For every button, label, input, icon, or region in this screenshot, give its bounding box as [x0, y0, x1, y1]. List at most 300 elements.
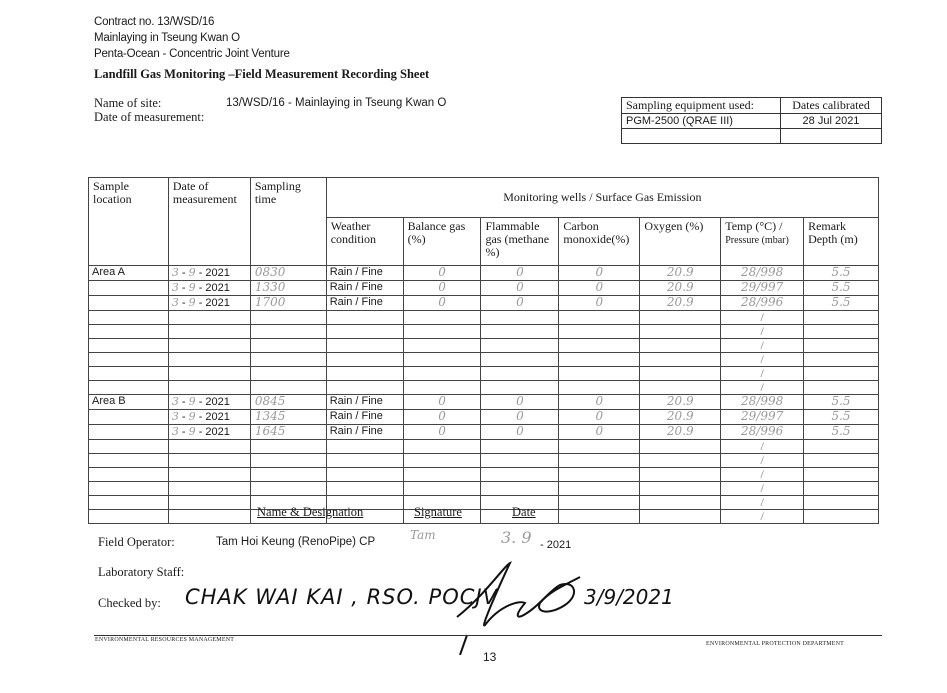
cell-co	[559, 395, 640, 410]
cell-time	[250, 410, 326, 425]
cell-location	[89, 510, 169, 524]
table-row	[89, 454, 879, 468]
flammable-gas-value: 0	[516, 424, 524, 438]
cell-empty: /	[721, 482, 804, 496]
cell-location	[89, 296, 169, 311]
cell-empty	[168, 482, 250, 496]
cell-empty	[481, 454, 559, 468]
balance-gas-value: 0	[438, 409, 446, 423]
cell-empty	[640, 353, 721, 367]
laboratory-staff-label: Laboratory Staff:	[98, 565, 185, 579]
cell-location	[89, 266, 169, 281]
cell-oxygen	[640, 296, 721, 311]
cell-time	[250, 266, 326, 281]
header-flammable-gas: Flammable gas (methane %)	[481, 218, 559, 266]
cell-empty	[559, 510, 640, 524]
cell-flammable	[481, 266, 559, 281]
cell-empty	[481, 468, 559, 482]
cell-empty	[168, 468, 250, 482]
cell-weather	[326, 281, 403, 296]
cell-empty	[326, 440, 403, 454]
weather-condition: Rain / Fine	[329, 425, 383, 437]
sampling-time: 0830	[254, 265, 286, 279]
cell-empty	[168, 510, 250, 524]
cell-empty: /	[721, 510, 804, 524]
calibration-header: Dates calibrated	[781, 98, 882, 114]
date-month: 9	[188, 410, 196, 423]
balance-gas-value: 0	[438, 295, 446, 309]
cell-remark	[804, 281, 879, 296]
remark-depth-value: 5.5	[831, 424, 851, 438]
cell-empty	[250, 454, 326, 468]
date-day: 3	[171, 395, 179, 408]
site-name-value: 13/WSD/16 - Mainlaying in Tseung Kwan O	[226, 97, 447, 109]
oxygen-value: 20.9	[666, 295, 694, 309]
cell-empty	[250, 325, 326, 339]
cell-empty	[250, 440, 326, 454]
temp-pressure-value: 29/997	[741, 409, 784, 423]
cell-remark	[804, 410, 879, 425]
cell-time	[250, 296, 326, 311]
cell-empty	[804, 353, 879, 367]
cell-balance	[403, 395, 481, 410]
table-row	[89, 468, 879, 482]
header-balance-gas: Balance gas (%)	[403, 218, 481, 266]
flammable-gas-value: 0	[516, 394, 524, 408]
cell-location	[89, 468, 169, 482]
calibration-date: 28 Jul 2021	[781, 114, 882, 129]
cell-location	[89, 454, 169, 468]
checked-by-label: Checked by:	[98, 596, 161, 610]
equipment-table	[621, 97, 882, 144]
cell-empty	[559, 381, 640, 395]
flammable-gas-value: 0	[516, 409, 524, 423]
field-operator-date-handwritten: 3. 9	[501, 528, 532, 547]
cell-empty	[250, 381, 326, 395]
cell-empty	[640, 311, 721, 325]
cell-empty	[640, 510, 721, 524]
table-row	[89, 440, 879, 454]
cell-balance	[403, 281, 481, 296]
cell-location	[89, 395, 169, 410]
cell-empty	[559, 482, 640, 496]
cell-empty	[403, 381, 481, 395]
header-temp: Temp (°C) /	[725, 219, 783, 233]
cell-location	[89, 353, 169, 367]
table-row	[89, 496, 879, 510]
cell-empty	[326, 367, 403, 381]
cell-empty	[168, 454, 250, 468]
cell-location	[89, 381, 169, 395]
header-pressure: Pressure (mbar)	[725, 235, 789, 246]
cell-location	[89, 496, 169, 510]
date-month: 9	[188, 425, 196, 438]
cell-empty	[326, 454, 403, 468]
cell-empty	[326, 311, 403, 325]
cell-empty	[168, 325, 250, 339]
cell-empty	[804, 468, 879, 482]
cell-empty	[250, 311, 326, 325]
cell-empty	[250, 339, 326, 353]
cell-oxygen	[640, 395, 721, 410]
remark-depth-value: 5.5	[831, 280, 851, 294]
balance-gas-value: 0	[438, 424, 446, 438]
cell-oxygen	[640, 425, 721, 440]
date-month: 9	[188, 296, 196, 309]
cell-empty	[640, 367, 721, 381]
remark-depth-value: 5.5	[831, 295, 851, 309]
cell-location	[89, 281, 169, 296]
cell-empty	[804, 339, 879, 353]
header-oxygen: Oxygen (%)	[640, 218, 721, 266]
cell-empty	[804, 381, 879, 395]
cell-location	[89, 325, 169, 339]
sampling-time: 1700	[254, 295, 286, 309]
cell-time	[250, 395, 326, 410]
cell-empty: /	[721, 367, 804, 381]
cell-empty: /	[721, 440, 804, 454]
cell-empty	[481, 381, 559, 395]
cell-empty	[403, 367, 481, 381]
field-operator-signature: Tam	[410, 528, 436, 542]
cell-empty	[559, 440, 640, 454]
equipment-header: Sampling equipment used:	[622, 98, 781, 114]
cell-empty	[403, 353, 481, 367]
header-sampling-time: Sampling time	[250, 178, 326, 266]
weather-condition: Rain / Fine	[329, 266, 383, 278]
carbon-monoxide-value: 0	[595, 280, 604, 294]
cell-empty	[403, 440, 481, 454]
cell-date: 3 - 9 - 2021	[168, 281, 250, 296]
cell-empty	[403, 325, 481, 339]
cell-location	[89, 339, 169, 353]
flammable-gas-value: 0	[516, 295, 524, 309]
sheet-title: Landfill Gas Monitoring –Field Measurement Recording Sheet	[94, 67, 430, 81]
balance-gas-value: 0	[438, 394, 446, 408]
cell-date: 3 - 9 - 2021	[168, 395, 250, 410]
cell-date: 3 - 9 - 2021	[168, 425, 250, 440]
sampling-time: 1645	[254, 424, 286, 438]
table-row	[89, 381, 879, 395]
date-day: 3	[171, 281, 179, 294]
cell-flammable	[481, 410, 559, 425]
cell-empty	[326, 325, 403, 339]
cell-empty	[559, 468, 640, 482]
cell-empty	[168, 367, 250, 381]
cell-empty	[804, 440, 879, 454]
contract-number: Contract no. 13/WSD/16	[94, 16, 215, 28]
cell-empty	[168, 496, 250, 510]
cell-empty	[403, 482, 481, 496]
cell-empty	[481, 367, 559, 381]
cell-empty	[640, 440, 721, 454]
header-temp-pressure	[721, 218, 804, 266]
cell-empty	[326, 468, 403, 482]
table-row	[89, 339, 879, 353]
cell-empty	[481, 339, 559, 353]
cell-empty	[326, 339, 403, 353]
cell-empty	[326, 482, 403, 496]
header-carbon-monoxide: Carbon monoxide(%)	[559, 218, 640, 266]
flammable-gas-value: 0	[516, 265, 524, 279]
cell-empty	[250, 367, 326, 381]
date-day: 3	[171, 266, 179, 279]
cell-co	[559, 281, 640, 296]
cell-weather	[326, 296, 403, 311]
header-weather: Weather condition	[326, 218, 403, 266]
cell-location	[89, 482, 169, 496]
checked-by-name-handwritten: CHAK WAI KAI , RSO. POCJV	[185, 585, 498, 609]
date-month: 9	[188, 281, 196, 294]
temp-pressure-value: 28/996	[741, 295, 784, 309]
cell-empty	[804, 454, 879, 468]
footer-left: ENVIRONMENTAL RESOURCES MANAGEMENT	[95, 637, 235, 643]
table-row	[89, 410, 879, 425]
checked-by-signature-scribble	[455, 555, 590, 655]
oxygen-value: 20.9	[666, 394, 694, 408]
cell-empty: /	[721, 468, 804, 482]
oxygen-value: 20.9	[666, 424, 694, 438]
cell-empty	[559, 325, 640, 339]
cell-location	[89, 367, 169, 381]
cell-empty	[326, 381, 403, 395]
cell-empty	[804, 367, 879, 381]
cell-time	[250, 281, 326, 296]
cell-weather	[326, 395, 403, 410]
cell-temp-pressure	[721, 425, 804, 440]
cell-empty	[168, 353, 250, 367]
cell-empty	[403, 454, 481, 468]
table-row	[89, 353, 879, 367]
cell-empty: /	[721, 339, 804, 353]
table-row	[89, 296, 879, 311]
header-monitoring-group: Monitoring wells / Surface Gas Emission	[326, 178, 878, 218]
sampling-time: 0845	[254, 394, 286, 408]
remark-depth-value: 5.5	[831, 394, 851, 408]
cell-empty	[559, 353, 640, 367]
carbon-monoxide-value: 0	[595, 265, 604, 279]
cell-flammable	[481, 281, 559, 296]
weather-condition: Rain / Fine	[329, 395, 383, 407]
cell-empty	[481, 311, 559, 325]
cell-empty	[250, 468, 326, 482]
cell-remark	[804, 395, 879, 410]
table-row	[89, 510, 879, 524]
cell-temp-pressure	[721, 395, 804, 410]
cell-oxygen	[640, 266, 721, 281]
cell-date: 3 - 9 - 2021	[168, 266, 250, 281]
cell-remark	[804, 266, 879, 281]
cell-date: 3 - 9 - 2021	[168, 410, 250, 425]
date-day: 3	[171, 296, 179, 309]
cell-date: 3 - 9 - 2021	[168, 296, 250, 311]
cell-empty	[640, 325, 721, 339]
cell-empty: /	[721, 381, 804, 395]
temp-pressure-value: 28/998	[741, 265, 784, 279]
cell-empty	[640, 482, 721, 496]
cell-empty: /	[721, 496, 804, 510]
balance-gas-value: 0	[438, 280, 446, 294]
cell-empty	[168, 440, 250, 454]
cell-remark	[804, 425, 879, 440]
cell-empty: /	[721, 311, 804, 325]
temp-pressure-value: 28/996	[741, 424, 784, 438]
name-designation-heading: Name & Designation	[257, 505, 364, 519]
checked-by-date-handwritten: 3/9/2021	[584, 585, 674, 609]
equipment-name: PGM-2500 (QRAE III)	[622, 114, 781, 129]
carbon-monoxide-value: 0	[595, 424, 604, 438]
cell-empty	[804, 496, 879, 510]
header-date: Date of measurement	[168, 178, 250, 266]
cell-empty	[168, 339, 250, 353]
table-row	[89, 311, 879, 325]
carbon-monoxide-value: 0	[595, 394, 604, 408]
header-sample-location: Sample location	[89, 178, 169, 266]
cell-location	[89, 440, 169, 454]
cell-balance	[403, 296, 481, 311]
table-row	[89, 281, 879, 296]
cell-temp-pressure	[721, 296, 804, 311]
weather-condition: Rain / Fine	[329, 281, 383, 293]
cell-co	[559, 266, 640, 281]
weather-condition: Rain / Fine	[329, 296, 383, 308]
cell-empty	[559, 367, 640, 381]
cell-empty	[640, 468, 721, 482]
cell-weather	[326, 410, 403, 425]
cell-co	[559, 296, 640, 311]
field-operator-label: Field Operator:	[98, 535, 175, 549]
cell-flammable	[481, 425, 559, 440]
cell-empty	[559, 454, 640, 468]
oxygen-value: 20.9	[666, 280, 694, 294]
cell-flammable	[481, 395, 559, 410]
date-year: - 2021	[198, 297, 230, 309]
remark-depth-value: 5.5	[831, 409, 851, 423]
date-year: - 2021	[198, 411, 230, 423]
site-name-label: Name of site:	[94, 96, 162, 110]
table-row	[89, 395, 879, 410]
cell-empty	[250, 353, 326, 367]
cell-empty	[559, 311, 640, 325]
cell-empty	[481, 325, 559, 339]
cell-empty: /	[721, 353, 804, 367]
cell-empty	[559, 339, 640, 353]
cell-empty	[804, 510, 879, 524]
temp-pressure-value: 28/998	[741, 394, 784, 408]
cell-temp-pressure	[721, 410, 804, 425]
cell-weather	[326, 266, 403, 281]
date-year: - 2021	[198, 282, 230, 294]
footer-rule	[94, 635, 882, 636]
equipment-empty-cell	[622, 129, 781, 144]
cell-empty: /	[721, 325, 804, 339]
cell-empty	[403, 311, 481, 325]
cell-empty	[403, 468, 481, 482]
cell-empty	[640, 381, 721, 395]
field-operator-date-year: - 2021	[540, 539, 572, 551]
header-remark: Remark Depth (m)	[804, 218, 879, 266]
cell-empty	[168, 381, 250, 395]
weather-condition: Rain / Fine	[329, 410, 383, 422]
cell-empty	[804, 482, 879, 496]
field-operator-name: Tam Hoi Keung (RenoPipe) CP	[216, 536, 376, 548]
cell-co	[559, 425, 640, 440]
measurement-table	[88, 177, 879, 524]
date-of-measurement-label: Date of measurement:	[94, 110, 205, 124]
cell-temp-pressure	[721, 281, 804, 296]
cell-empty	[640, 339, 721, 353]
date-day: 3	[171, 425, 179, 438]
cell-balance	[403, 266, 481, 281]
remark-depth-value: 5.5	[831, 265, 851, 279]
cell-balance	[403, 425, 481, 440]
oxygen-value: 20.9	[666, 409, 694, 423]
table-row	[89, 482, 879, 496]
cell-empty	[640, 496, 721, 510]
date-year: - 2021	[198, 267, 230, 279]
footer-right: ENVIRONMENTAL PROTECTION DEPARTMENT	[706, 641, 845, 647]
cell-empty	[640, 454, 721, 468]
cell-empty	[481, 353, 559, 367]
cell-location	[89, 425, 169, 440]
table-row	[89, 266, 879, 281]
date-year: - 2021	[198, 426, 230, 438]
table-row	[89, 325, 879, 339]
cell-co	[559, 410, 640, 425]
signature-heading: Signature	[414, 505, 462, 519]
cell-empty	[804, 311, 879, 325]
date-month: 9	[188, 266, 196, 279]
cell-remark	[804, 296, 879, 311]
contractor-name: Penta-Ocean - Concentric Joint Venture	[94, 48, 290, 60]
cell-temp-pressure	[721, 266, 804, 281]
cell-location	[89, 410, 169, 425]
cell-empty	[481, 482, 559, 496]
temp-pressure-value: 29/997	[741, 280, 784, 294]
cell-oxygen	[640, 410, 721, 425]
cell-weather	[326, 425, 403, 440]
cell-flammable	[481, 296, 559, 311]
page-number: 13	[483, 650, 497, 664]
flammable-gas-value: 0	[516, 280, 524, 294]
sample-location: Area B	[92, 395, 126, 407]
sample-location: Area A	[92, 266, 126, 278]
cell-empty	[403, 339, 481, 353]
cell-empty	[559, 496, 640, 510]
cell-empty: /	[721, 454, 804, 468]
sampling-time: 1345	[254, 409, 286, 423]
date-day: 3	[171, 410, 179, 423]
cell-empty	[481, 440, 559, 454]
equipment-empty-cell	[781, 129, 882, 144]
date-year: - 2021	[198, 396, 230, 408]
cell-empty	[804, 325, 879, 339]
date-heading: Date	[512, 505, 536, 519]
oxygen-value: 20.9	[666, 265, 694, 279]
balance-gas-value: 0	[438, 265, 446, 279]
cell-empty	[250, 482, 326, 496]
cell-empty	[326, 353, 403, 367]
cell-balance	[403, 410, 481, 425]
carbon-monoxide-value: 0	[595, 409, 604, 423]
carbon-monoxide-value: 0	[595, 295, 604, 309]
sampling-time: 1330	[254, 280, 286, 294]
date-month: 9	[188, 395, 196, 408]
cell-location	[89, 311, 169, 325]
table-row	[89, 367, 879, 381]
cell-time	[250, 425, 326, 440]
project-name: Mainlaying in Tseung Kwan O	[94, 32, 240, 44]
